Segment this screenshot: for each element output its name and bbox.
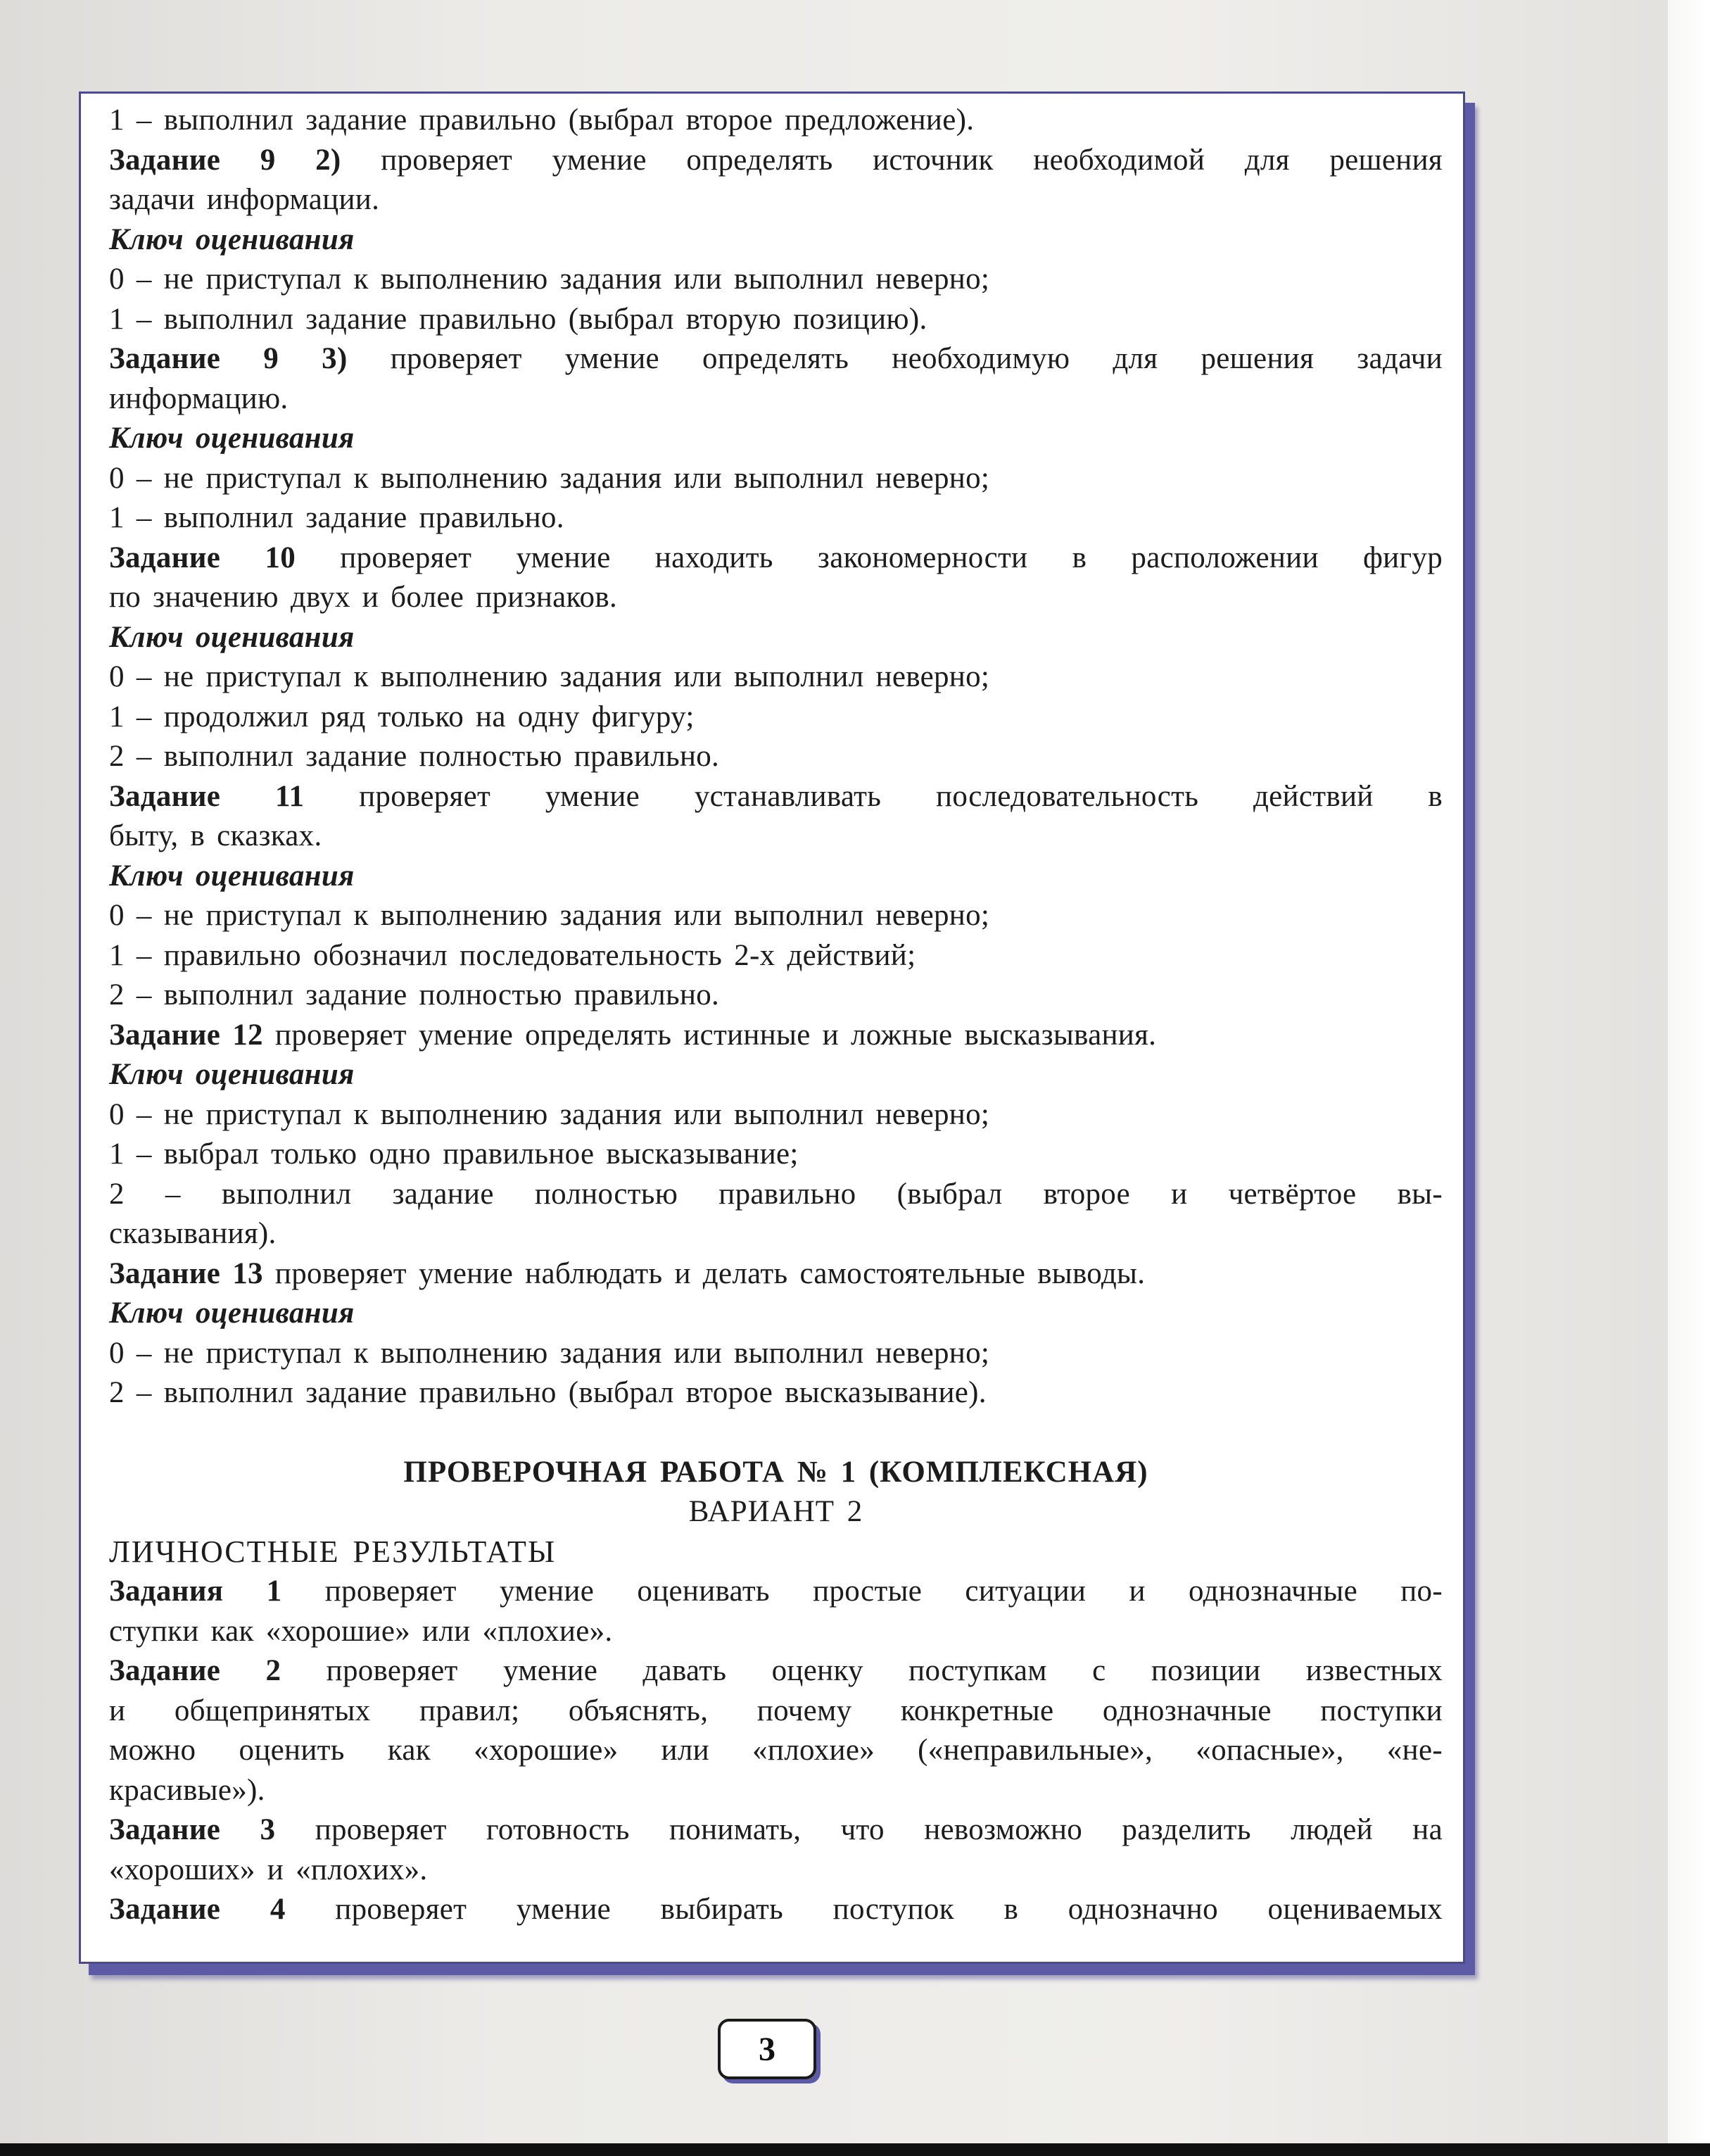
line-text: 0 – не приступал к выполнению задания или выполнил неверно;	[109, 1336, 990, 1370]
task-label: Задание 9 2)	[109, 143, 341, 177]
key-heading: Ключ оценивания	[109, 859, 355, 893]
line-text: 1 – выполнил задание правильно.	[109, 501, 564, 534]
line-text: 1 – правильно обозначил последовательность 2-х действий;	[109, 938, 916, 972]
results-heading: ЛИЧНОСТНЫЕ РЕЗУЛЬТАТЫ	[109, 1534, 557, 1569]
task-label: Задание 11	[109, 779, 305, 813]
text-line	[109, 180, 1443, 220]
key-heading: Ключ оценивания	[109, 222, 355, 256]
line-text: проверяет умение определять источник необходимой для решения	[341, 143, 1443, 177]
line-text: 2 – выполнил задание полностью правильно (выбрал второе и четвёртое вы-	[109, 1177, 1443, 1211]
text-line	[109, 260, 1443, 300]
text-line	[109, 1572, 1443, 1612]
scan-bottom-edge	[0, 2143, 1710, 2156]
text-line	[109, 1691, 1443, 1732]
text-line	[109, 1214, 1443, 1254]
line-text: быту, в сказках.	[109, 819, 322, 852]
line-text: 0 – не приступал к выполнению задания или выполнил неверно;	[109, 1097, 990, 1131]
text-line	[109, 1016, 1443, 1056]
scan-edge	[1668, 0, 1710, 2156]
text-line	[109, 976, 1443, 1016]
task-label: Задание 9 3)	[109, 342, 348, 375]
line-text: 0 – не приступал к выполнению задания или выполнил неверно;	[109, 660, 990, 693]
task-label: Задание 12	[109, 1018, 263, 1052]
text-line	[109, 379, 1443, 420]
text-line	[109, 1651, 1443, 1691]
text-line	[109, 737, 1443, 777]
page-number: 3	[718, 2019, 816, 2079]
line-text: «хороших» и «плохих».	[109, 1853, 428, 1886]
line-text: сказывания).	[109, 1217, 277, 1250]
text-line	[109, 896, 1443, 936]
text-line	[109, 300, 1443, 340]
text-line	[109, 1373, 1443, 1413]
text-line	[109, 936, 1443, 976]
line-text: 1 – выполнил задание правильно (выбрал вторую позицию).	[109, 302, 927, 336]
line-text: 2 – выполнил задание полностью правильно.	[109, 740, 720, 773]
text-line	[109, 101, 1443, 141]
text-line	[109, 498, 1443, 538]
key-heading: Ключ оценивания	[109, 1058, 355, 1091]
line-text: 1 – выполнил задание правильно (выбрал второе предложение).	[109, 103, 975, 137]
line-text: можно оценить как «хорошие» или «плохие» («неправильные», «опасные», «не-	[109, 1734, 1443, 1767]
text-line	[109, 698, 1443, 738]
line-text: проверяет умение определять необходимую для решения задачи	[347, 342, 1443, 375]
line-text: проверяет готовность понимать, что невозможно разделить людей на	[275, 1813, 1443, 1846]
line-text: красивые»).	[109, 1773, 265, 1807]
task-label: Задания 1	[109, 1575, 282, 1608]
text-line	[109, 538, 1443, 579]
line-text: проверяет умение оценивать простые ситуации и однозначные по-	[281, 1575, 1443, 1608]
text-line	[109, 1851, 1443, 1891]
line-text: 2 – выполнил задание правильно (выбрал второе высказывание).	[109, 1376, 987, 1409]
line-text: 1 – выбрал только одно правильное высказывание;	[109, 1137, 799, 1171]
task-label: Задание 10	[109, 541, 296, 574]
text-line	[109, 1095, 1443, 1135]
key-heading: Ключ оценивания	[109, 620, 355, 654]
line-text: проверяет умение определять истинные и ложные высказывания.	[262, 1018, 1157, 1052]
key-heading: Ключ оценивания	[109, 1297, 355, 1330]
line-text: проверяет умение давать оценку поступкам с позиции известных	[281, 1654, 1443, 1687]
variant-title: ВАРИАНТ 2	[688, 1495, 863, 1528]
text-line	[109, 657, 1443, 698]
task-label: Задание 13	[109, 1256, 263, 1290]
line-text: 0 – не приступал к выполнению задания или выполнил неверно;	[109, 461, 990, 495]
line-text: ступки как «хорошие» или «плохие».	[109, 1614, 613, 1648]
text-line	[109, 1771, 1443, 1811]
line-text: 2 – выполнил задание полностью правильно.	[109, 978, 720, 1011]
section-title: ПРОВЕРОЧНАЯ РАБОТА № 1 (КОМПЛЕКСНАЯ)	[403, 1455, 1148, 1489]
text-line	[109, 339, 1443, 379]
line-text: 0 – не приступал к выполнению задания или выполнил неверно;	[109, 899, 990, 932]
text-line	[109, 1612, 1443, 1652]
text-line	[109, 777, 1443, 817]
line-text: проверяет умение устанавливать последовательность действий в	[304, 779, 1443, 813]
task-label: Задание 3	[109, 1813, 276, 1846]
line-text: по значению двух и более признаков.	[109, 581, 618, 614]
text-line	[109, 1135, 1443, 1175]
text-line	[109, 1334, 1443, 1374]
task-label: Задание 2	[109, 1654, 281, 1687]
page-frame	[79, 92, 1465, 1964]
key-heading: Ключ оценивания	[109, 422, 355, 455]
line-text: проверяет умение выбирать поступок в однозначно оцениваемых	[285, 1893, 1443, 1926]
text-line	[109, 1890, 1443, 1930]
task-label: Задание 4	[109, 1893, 286, 1926]
text-line	[109, 459, 1443, 499]
line-text: информацию.	[109, 382, 289, 415]
text-line	[109, 1254, 1443, 1294]
line-text: 0 – не приступал к выполнению задания или выполнил неверно;	[109, 263, 990, 296]
text-line	[109, 141, 1443, 181]
text-line	[109, 1731, 1443, 1771]
spacer	[109, 1413, 1443, 1453]
text-line	[109, 817, 1443, 857]
page-text	[109, 101, 1443, 1930]
line-text: проверяет умение наблюдать и делать самостоятельные выводы.	[262, 1256, 1146, 1290]
text-line	[109, 1810, 1443, 1851]
line-text: и общепринятых правил; объяснять, почему конкретные однозначные поступки	[109, 1694, 1443, 1727]
text-line	[109, 578, 1443, 618]
line-text: задачи информации.	[109, 183, 380, 216]
line-text: проверяет умение находить закономерности в расположении фигур	[296, 541, 1443, 574]
text-line	[109, 1175, 1443, 1215]
line-text: 1 – продолжил ряд только на одну фигуру;	[109, 700, 695, 733]
